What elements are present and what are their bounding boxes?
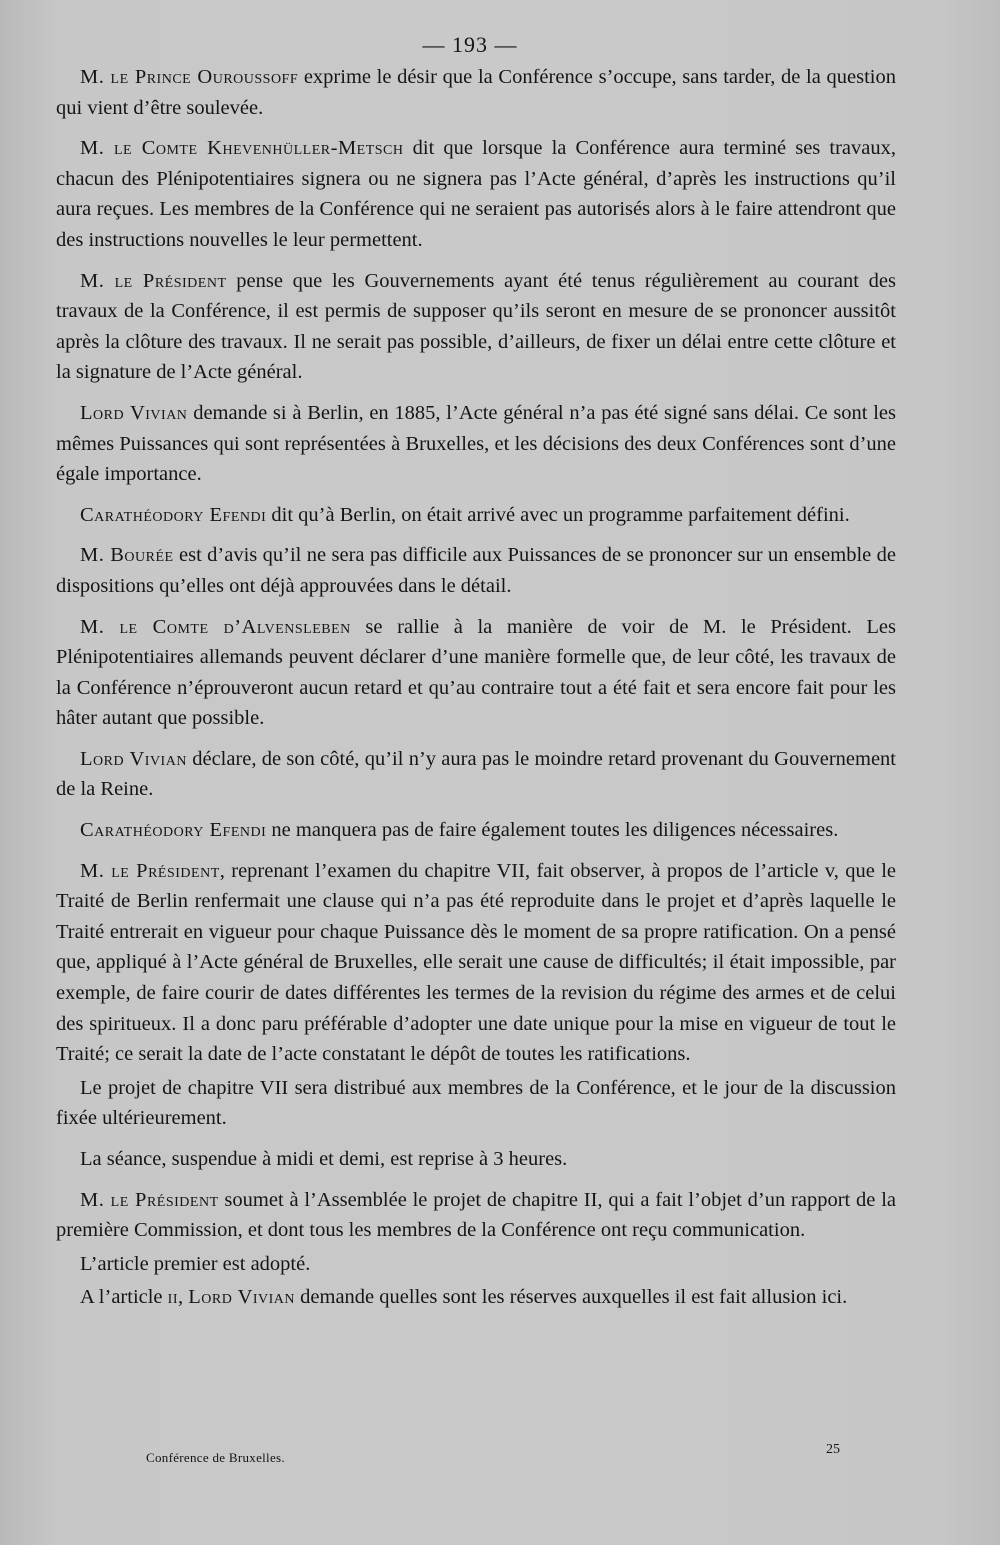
paragraph-text: demande si à Berlin, en 1885, l’Acte général n’a pas été signé sans délai. Ce sont les mêmes Puissances qui sont représentées à Bruxelles, et les décisions des deux Conférences sont d’une égale importance. <box>56 401 897 486</box>
paragraph-text: L’article premier est adopté. <box>80 1252 311 1275</box>
speaker-name: Carathéodory Efendi <box>80 503 267 526</box>
paragraph <box>56 744 896 805</box>
speaker-name: M. le Prince Ouroussoff <box>80 66 299 88</box>
paragraph <box>56 815 896 846</box>
paragraph <box>56 500 896 531</box>
paragraph <box>56 133 896 255</box>
speaker-name: M. le Président <box>80 1188 219 1211</box>
speaker-name: Lord Vivian <box>188 1286 296 1309</box>
paragraph-prefix: A l’article <box>80 1286 168 1309</box>
speaker-name: M. Bourée <box>80 544 174 567</box>
paragraph-text: dit qu’à Berlin, on était arrivé avec un programme parfaitement défini. <box>266 503 850 526</box>
speaker-name: M. le Comte d’Alvensleben <box>80 615 351 638</box>
minutes-body <box>56 62 896 1323</box>
paragraph <box>56 1144 896 1175</box>
paragraph-text: Le projet de chapitre VII sera distribué aux membres de la Conférence, et le jour de la discussion fixée ultérieurement. <box>56 1076 896 1130</box>
paragraph <box>56 1185 896 1246</box>
paragraph-text: se rallie à la manière de voir de M. le Président. Les Plénipotentiaires allemands peuvent déclarer d’une manière formelle que, de leur côté, les travaux de la Conférence n’éprouveront aucun retard et qu’au contraire tout a été fait et sera encore fait pour les hâter autant que possible. <box>56 615 896 730</box>
paragraph-text: demande quelles sont les réserves auxquelles il est fait allusion ici. <box>295 1286 848 1309</box>
speaker-name: M. le Président <box>80 269 227 292</box>
paragraph-text: ne manquera pas de faire également toutes les diligences nécessaires. <box>266 819 839 842</box>
signature-mark: 25 <box>826 1442 840 1457</box>
page-number: — 193 — <box>422 32 518 57</box>
speaker-name: Lord Vivian <box>80 747 187 770</box>
paragraph <box>56 1073 896 1134</box>
paragraph-text: pense que les Gouvernements ayant été tenus régulièrement au courant des travaux de la Conférence, il est permis de supposer qu’ils seront en mesure de se prononcer aussitôt après la clôture des travaux. Il ne serait pas possible, d’ailleurs, de fixer un délai entre cette clôture et la signature de l’Acte général. <box>56 269 896 384</box>
paragraph-text: exprime le désir que la Conférence s’occupe, sans tarder, de la question qui vient d’être soulevée. <box>56 66 896 119</box>
paragraph <box>56 62 896 123</box>
paragraph <box>56 266 896 388</box>
paragraph-text: déclare, de son côté, qu’il n’y aura pas le moindre retard provenant du Gouvernement de la Reine. <box>56 747 897 801</box>
paragraph-text: , reprenant l’examen du chapitre VII, fait observer, à propos de l’article v, que le Traité de Berlin renfermait une clause qui n’a pas été reproduite dans le projet et d’après laquelle le Traité entrerait en vigueur pour chaque Puissance dès le moment de sa propre ratification. On a pensé que, appliqué à l’Acte général de Bruxelles, elle serait une cause de difficultés; il était impossible, par exemple, de faire courir de dates différentes les termes de la revision du régime des armes et de celui des spiritueux. Il a donc paru préférable d’adopter une date unique pour la mise en vigueur de tout le Traité; ce serait la date de l’acte constatant le dépôt de toutes les ratifications. <box>56 859 896 1066</box>
paragraph-text: soumet à l’Assemblée le projet de chapitre II, qui a fait l’objet d’un rapport de la première Commission, et dont tous les membres de la Conférence ont reçu communication. <box>56 1188 896 1242</box>
article-number: ii <box>167 1286 178 1309</box>
paragraph-text: est d’avis qu’il ne sera pas difficile aux Puissances de se prononcer sur un ensemble de dispositions qu’elles ont déjà approuvées dans le détail. <box>56 544 896 597</box>
paragraph-joiner: , <box>177 1286 189 1309</box>
paragraph <box>56 856 896 1070</box>
paragraph <box>56 398 896 490</box>
paragraph <box>56 1282 896 1313</box>
paragraph <box>56 612 896 734</box>
speaker-name: Lord Vivian <box>80 401 188 424</box>
footer-title: Conférence de Bruxelles. <box>146 1450 285 1465</box>
paragraph-text: La séance, suspendue à midi et demi, est reprise à 3 heures. <box>80 1148 568 1170</box>
paragraph <box>56 1249 896 1280</box>
speaker-name: M. le Comte Khevenhüller-Metsch <box>80 137 404 160</box>
speaker-name: Carathéodory Efendi <box>80 819 267 842</box>
speaker-name: M. le Président <box>80 859 220 882</box>
paragraph <box>56 540 896 601</box>
paragraph-text: dit que lorsque la Conférence aura terminé ses travaux, chacun des Plénipotentiaires signera ou ne signera pas l’Acte général, d’après les instructions qu’il aura reçues. Les membres de la Conférence qui ne seraient pas autorisés alors à le faire attendront que des instructions nouvelles le leur permettent. <box>56 137 897 251</box>
